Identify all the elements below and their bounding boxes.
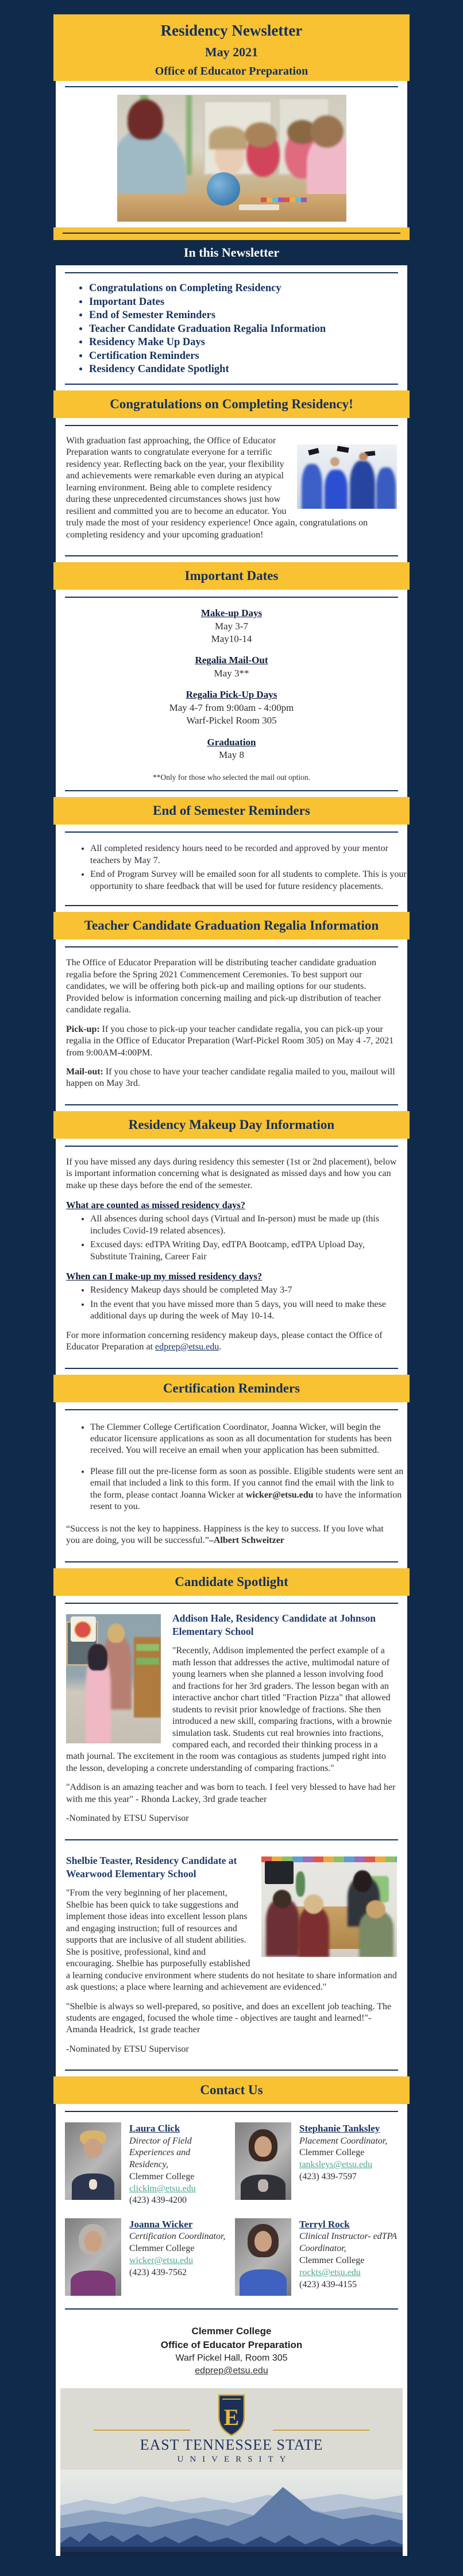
- newsletter-title: Residency Newsletter: [160, 22, 303, 39]
- reminder-item: • All completed residency hours need to be recorded and approved by your mentor teachers by May 7.: [90, 843, 407, 867]
- contact-email-link[interactable]: rockts@etsu.edu: [299, 2267, 361, 2277]
- toc-item: • Residency Candidate Spotlight: [89, 363, 407, 376]
- contact-card-laura-click: [65, 2122, 228, 2207]
- divider: [65, 555, 398, 556]
- shelbie-body: "From the very beginning of her placement, Shelbie has been quick to take suggestions and implement those ideas into excellent lesson plans and engaging instruction; full of resources and supports that are inclusive of all student abilities. She is positive, professional, kind and encouraging. Shelbie has purposefully established a learning conducive environment where students do not hesitate to share information and ask questions; a place where learning and achievement are evidenced.": [66, 1888, 397, 1993]
- section-bar-important-dates: Important Dates: [53, 562, 410, 590]
- dates-footnote: **Only for those who selected the mail out option.: [152, 772, 311, 782]
- congratulations-paragraph: With graduation fast approaching, the Office of Educator Preparation wants to congratulate everyone for a terrific residency year. Reflecting back on the year, your flexibility and achievements were remarkable even during an atypical learning environment. Being able to complete residency during these unprecedented circumstances shows just how resilient and committed you are to become an educator. You truly made the most of your residency experience! Once again, congratulations on completing residency and your upcoming graduation!: [66, 435, 368, 540]
- addison-body: "Recently, Addison implemented the perfect example of a math lesson that addresses the active, multimodal nature of young learners when she planned a lesson involving food and fractions for her 3rd graders. The lesson began with an interactive anchor chart titled "Fraction Pizza" that allowed students to revisit prior knowledge of fractions. She then introduced a new skill, comparing fractions, with a brownie simulation task. Students cut real brownies into fractions, compared each, and recorded their thinking process in a math journal. The excitement in the room was contagious as students jumped right into the lesson, developing a concrete understanding of comparing fractions.": [66, 1646, 392, 1773]
- shelbie-nominated: -Nominated by ETSU Supervisor: [66, 2044, 189, 2054]
- contact-card-joanna-wicker: [65, 2218, 228, 2296]
- section-bar-semester-reminders: End of Semester Reminders: [53, 797, 410, 825]
- date-line: May10-14: [211, 633, 252, 645]
- divider: [65, 905, 398, 906]
- certification-item: • The Clemmer College Certification Coordinator, Joanna Wicker, will begin the educator licensure applications as soon as all documentation for students has been received. You will receive an email when your application has been submitted.: [90, 1422, 407, 1457]
- edprep-email-link[interactable]: edprep@etsu.edu: [155, 1342, 219, 1352]
- etsu-shield-logo: [217, 2394, 246, 2436]
- makeup-q1-list: [66, 1213, 397, 1263]
- spotlight-addison: [56, 1612, 407, 1832]
- date-group-heading: Regalia Mail-Out: [195, 655, 268, 666]
- contact-title: Placement Coordinator,: [299, 2136, 388, 2146]
- makeup-contact-pre: For more information concerning residency makeup days, please contact the Office of Educator Preparation at: [66, 1330, 383, 1352]
- date-group: [56, 654, 407, 680]
- contact-phone: (423) 439-7562: [129, 2267, 187, 2277]
- date-group-heading: Regalia Pick-Up Days: [186, 689, 277, 701]
- contact-org: Clemmer College: [299, 2148, 365, 2158]
- section-bar-certification: Certification Reminders: [53, 1375, 410, 1402]
- addison-hale-photo: [66, 1614, 161, 1743]
- addison-nominated: -Nominated by ETSU Supervisor: [66, 1813, 189, 1824]
- toc-item: • Certification Reminders: [89, 350, 407, 363]
- contact-name: Joanna Wicker: [129, 2219, 193, 2230]
- makeup-item: • Residency Makeup days should be completed May 3-7: [90, 1285, 397, 1296]
- divider: [65, 1603, 398, 1604]
- laura-click-photo: [65, 2122, 121, 2200]
- pickup-text: If you chose to pick-up your teacher candidate regalia, you can pick-up your regalia in the Office of Educator Preparation (Warf-Pickel Room 305) on May 4 -7, 2021 from 9:00AM-4:00PM.: [66, 1024, 394, 1058]
- date-line: May 3-7: [214, 620, 249, 632]
- toc-item: • Residency Make Up Days: [89, 336, 407, 349]
- contact-org: Clemmer College: [129, 2244, 195, 2254]
- makeup-q2-list: [66, 1285, 397, 1322]
- stephanie-tanksley-photo: [235, 2122, 291, 2200]
- footer-address: [56, 2315, 407, 2380]
- cert-b2-post: to have the information resent to you.: [90, 1490, 402, 1512]
- svg-text:E: E: [223, 2404, 240, 2430]
- divider: [65, 384, 398, 385]
- date-line: May 8: [219, 749, 244, 761]
- contact-name: Laura Click: [129, 2123, 180, 2134]
- certification-list: [56, 1422, 407, 1513]
- date-group: [56, 607, 407, 645]
- section-bar-contact: Contact Us: [53, 2076, 410, 2104]
- regalia-pickup: [66, 1024, 397, 1059]
- divider: [65, 1368, 398, 1369]
- semester-reminders-list: [56, 843, 407, 892]
- date-group: [56, 689, 407, 727]
- contact-grid: [56, 2112, 407, 2302]
- graduation-photo: [297, 444, 397, 509]
- makeup-intro: If you have missed any days during residency this semester (1st or 2nd placement), below is important information concerning what is designated as missed days and how you can make up these days before the end of the semester.: [66, 1157, 397, 1190]
- mailout-text: If you chose to have your teacher candidate regalia mailed to you, mailout will happen on May 3rd.: [66, 1066, 395, 1089]
- contact-org: Clemmer College: [299, 2255, 365, 2265]
- university-name-line1: EAST TENNESSEE STATE: [140, 2436, 323, 2453]
- mailout-label: Mail-out:: [66, 1066, 103, 1077]
- shelbie-heading: Shelbie Teaster, Residency Candidate at Wearwood Elementary School: [66, 1854, 237, 1879]
- quote-author: –Albert Schweitzer: [209, 1535, 284, 1546]
- spotlight-shelbie: [56, 1854, 407, 2063]
- divider: [65, 1409, 398, 1410]
- divider: [65, 86, 398, 87]
- divider: [65, 1561, 398, 1562]
- newsletter-page: [56, 0, 407, 2576]
- contact-email-link[interactable]: tanksleys@etsu.edu: [299, 2160, 373, 2170]
- footer-location: Warf Pickel Hall, Room 305: [175, 2353, 288, 2363]
- regalia-mailout: [66, 1066, 397, 1090]
- certification-item: [90, 1466, 407, 1513]
- makeup-contact: [66, 1330, 397, 1353]
- terryl-rock-photo: [235, 2218, 291, 2296]
- cert-b2-pre: Please fill out the pre-license form as soon as possible. Eligible students were sent an email that included a link to this form. If you cannot find the email with the link to the form, please contact Joanna Wicker at: [90, 1466, 404, 1500]
- newsletter-office: Office of Educator Preparation: [155, 65, 308, 78]
- divider: [65, 831, 398, 833]
- footer-email-link[interactable]: edprep@etsu.edu: [195, 2366, 268, 2376]
- toc-item: • End of Semester Reminders: [89, 309, 407, 322]
- university-name-line2: UNIVERSITY: [177, 2454, 292, 2464]
- contact-title: Director of Field Experiences and Residency,: [129, 2136, 192, 2170]
- contact-email-link[interactable]: clicklm@etsu.edu: [129, 2183, 196, 2194]
- university-banner: [60, 2388, 403, 2556]
- makeup-question-2: When can I make-up my missed residency days?: [66, 1271, 263, 1282]
- toc-item: • Important Dates: [89, 296, 407, 309]
- contact-title: Clinical Instructor- edTPA Coordinator,: [299, 2231, 397, 2254]
- date-group-heading: Graduation: [207, 736, 256, 748]
- shelbie-mentor-quote: "Shelbie is always so well-prepared, so positive, and does an excellent job teaching. The students are engaged, focused the whole time - objectives are taught and learned!"- Amanda Headrick, 1st grade teacher: [66, 2001, 392, 2035]
- contact-phone: (423) 439-4200: [129, 2195, 187, 2206]
- joanna-wicker-photo: [65, 2218, 121, 2296]
- date-line: May 4-7 from 9:00am - 4:00pm: [169, 702, 294, 713]
- newsletter-body: [56, 265, 407, 2556]
- mountains-illustration: [60, 2470, 403, 2556]
- divider: [63, 233, 400, 234]
- footer-org: Clemmer College: [191, 2326, 272, 2337]
- divider: [65, 2308, 398, 2310]
- contact-title: Certification Coordinator,: [129, 2231, 226, 2242]
- section-bar-congratulations: Congratulations on Completing Residency!: [53, 390, 410, 418]
- toc-item: • Congratulations on Completing Residency: [89, 282, 407, 295]
- wicker-email[interactable]: wicker@etsu.edu: [245, 1490, 314, 1500]
- masthead: [53, 14, 410, 81]
- contact-phone: (423) 439-7597: [299, 2171, 357, 2182]
- important-dates-list: [56, 598, 407, 782]
- section-bar-regalia: Teacher Candidate Graduation Regalia Information: [53, 912, 410, 939]
- contact-card-terryl-rock: [235, 2218, 398, 2296]
- makeup-question-1: What are counted as missed residency days?: [66, 1200, 245, 1211]
- makeup-contact-post: .: [219, 1342, 222, 1352]
- contact-org: Clemmer College: [129, 2171, 195, 2182]
- reminder-item: • End of Program Survey will be emailed soon for all students to complete. This is your opportunity to share feedback that will be used for future residency placements.: [90, 869, 407, 892]
- pickup-label: Pick-up:: [66, 1024, 100, 1034]
- inspirational-quote: [66, 1523, 397, 1547]
- quote-text: “Success is not the key to happiness. Happiness is the key to success. If you love what you are doing, you will be successful.”: [66, 1523, 384, 1546]
- gold-rule-left: [94, 2430, 190, 2431]
- addison-mentor-quote: "Addison is an amazing teacher and was born to teach. I feel very blessed to have had her with me this year" - Rhonda Lackey, 3rd grade teacher: [66, 1782, 396, 1804]
- toc-heading: In this Newsletter: [183, 245, 280, 260]
- divider: [65, 272, 398, 273]
- toc-list: [56, 282, 407, 376]
- section-bar-makeup-day: Residency Makeup Day Information: [53, 1111, 410, 1139]
- makeup-item: • Excused days: edTPA Writing Day, edTPA Bootcamp, edTPA Upload Day, Substitute Training, Career Fair: [90, 1239, 397, 1263]
- divider: [65, 1104, 398, 1105]
- masthead-photo-block: [56, 81, 407, 227]
- date-group-heading: Make-up Days: [200, 608, 263, 619]
- addison-heading: Addison Hale, Residency Candidate at Johnson Elementary School: [172, 1612, 376, 1637]
- classroom-photo: [117, 95, 346, 222]
- divider: [65, 425, 398, 426]
- divider: [65, 790, 398, 791]
- contact-phone: (423) 439-4155: [299, 2279, 357, 2289]
- divider: [65, 2070, 398, 2071]
- divider: [65, 1839, 398, 1840]
- section-bar-spotlight: Candidate Spotlight: [53, 1568, 410, 1596]
- contact-name: Stephanie Tanksley: [299, 2123, 380, 2134]
- date-line: Warf-Pickel Room 305: [186, 715, 277, 726]
- shelbie-teaster-photo: [261, 1856, 397, 1957]
- footer-office: Office of Educator Preparation: [160, 2339, 303, 2351]
- gold-rule-right: [273, 2430, 369, 2431]
- date-line: May 3**: [214, 667, 249, 679]
- contact-email-link[interactable]: wicker@etsu.edu: [129, 2255, 194, 2265]
- newsletter-date: May 2021: [205, 45, 258, 59]
- regalia-intro: The Office of Educator Preparation will be distributing teacher candidate graduation regalia before the Spring 2021 Commencement Ceremonies. To best support our candidates, we will be offering both pick-up and mailing options for our students. Provided below is information concerning mailing and pick-up distribution of teacher candidate regalia.: [66, 958, 381, 1015]
- contact-name: Terryl Rock: [299, 2219, 350, 2230]
- toc-item: • Teacher Candidate Graduation Regalia Information: [89, 323, 407, 336]
- makeup-item: • All absences during school days (Virtual and In-person) must be made up (this includes Covid-19 related absences).: [90, 1213, 397, 1237]
- masthead-gold-strip: [53, 227, 410, 240]
- date-group: [56, 736, 407, 762]
- divider: [65, 1146, 398, 1147]
- divider: [65, 946, 398, 947]
- makeup-item: • In the event that you have missed more than 5 days, you will need to make these additional days up during the week of May 10-14.: [90, 1299, 397, 1322]
- contact-card-stephanie-tanksley: [235, 2122, 398, 2207]
